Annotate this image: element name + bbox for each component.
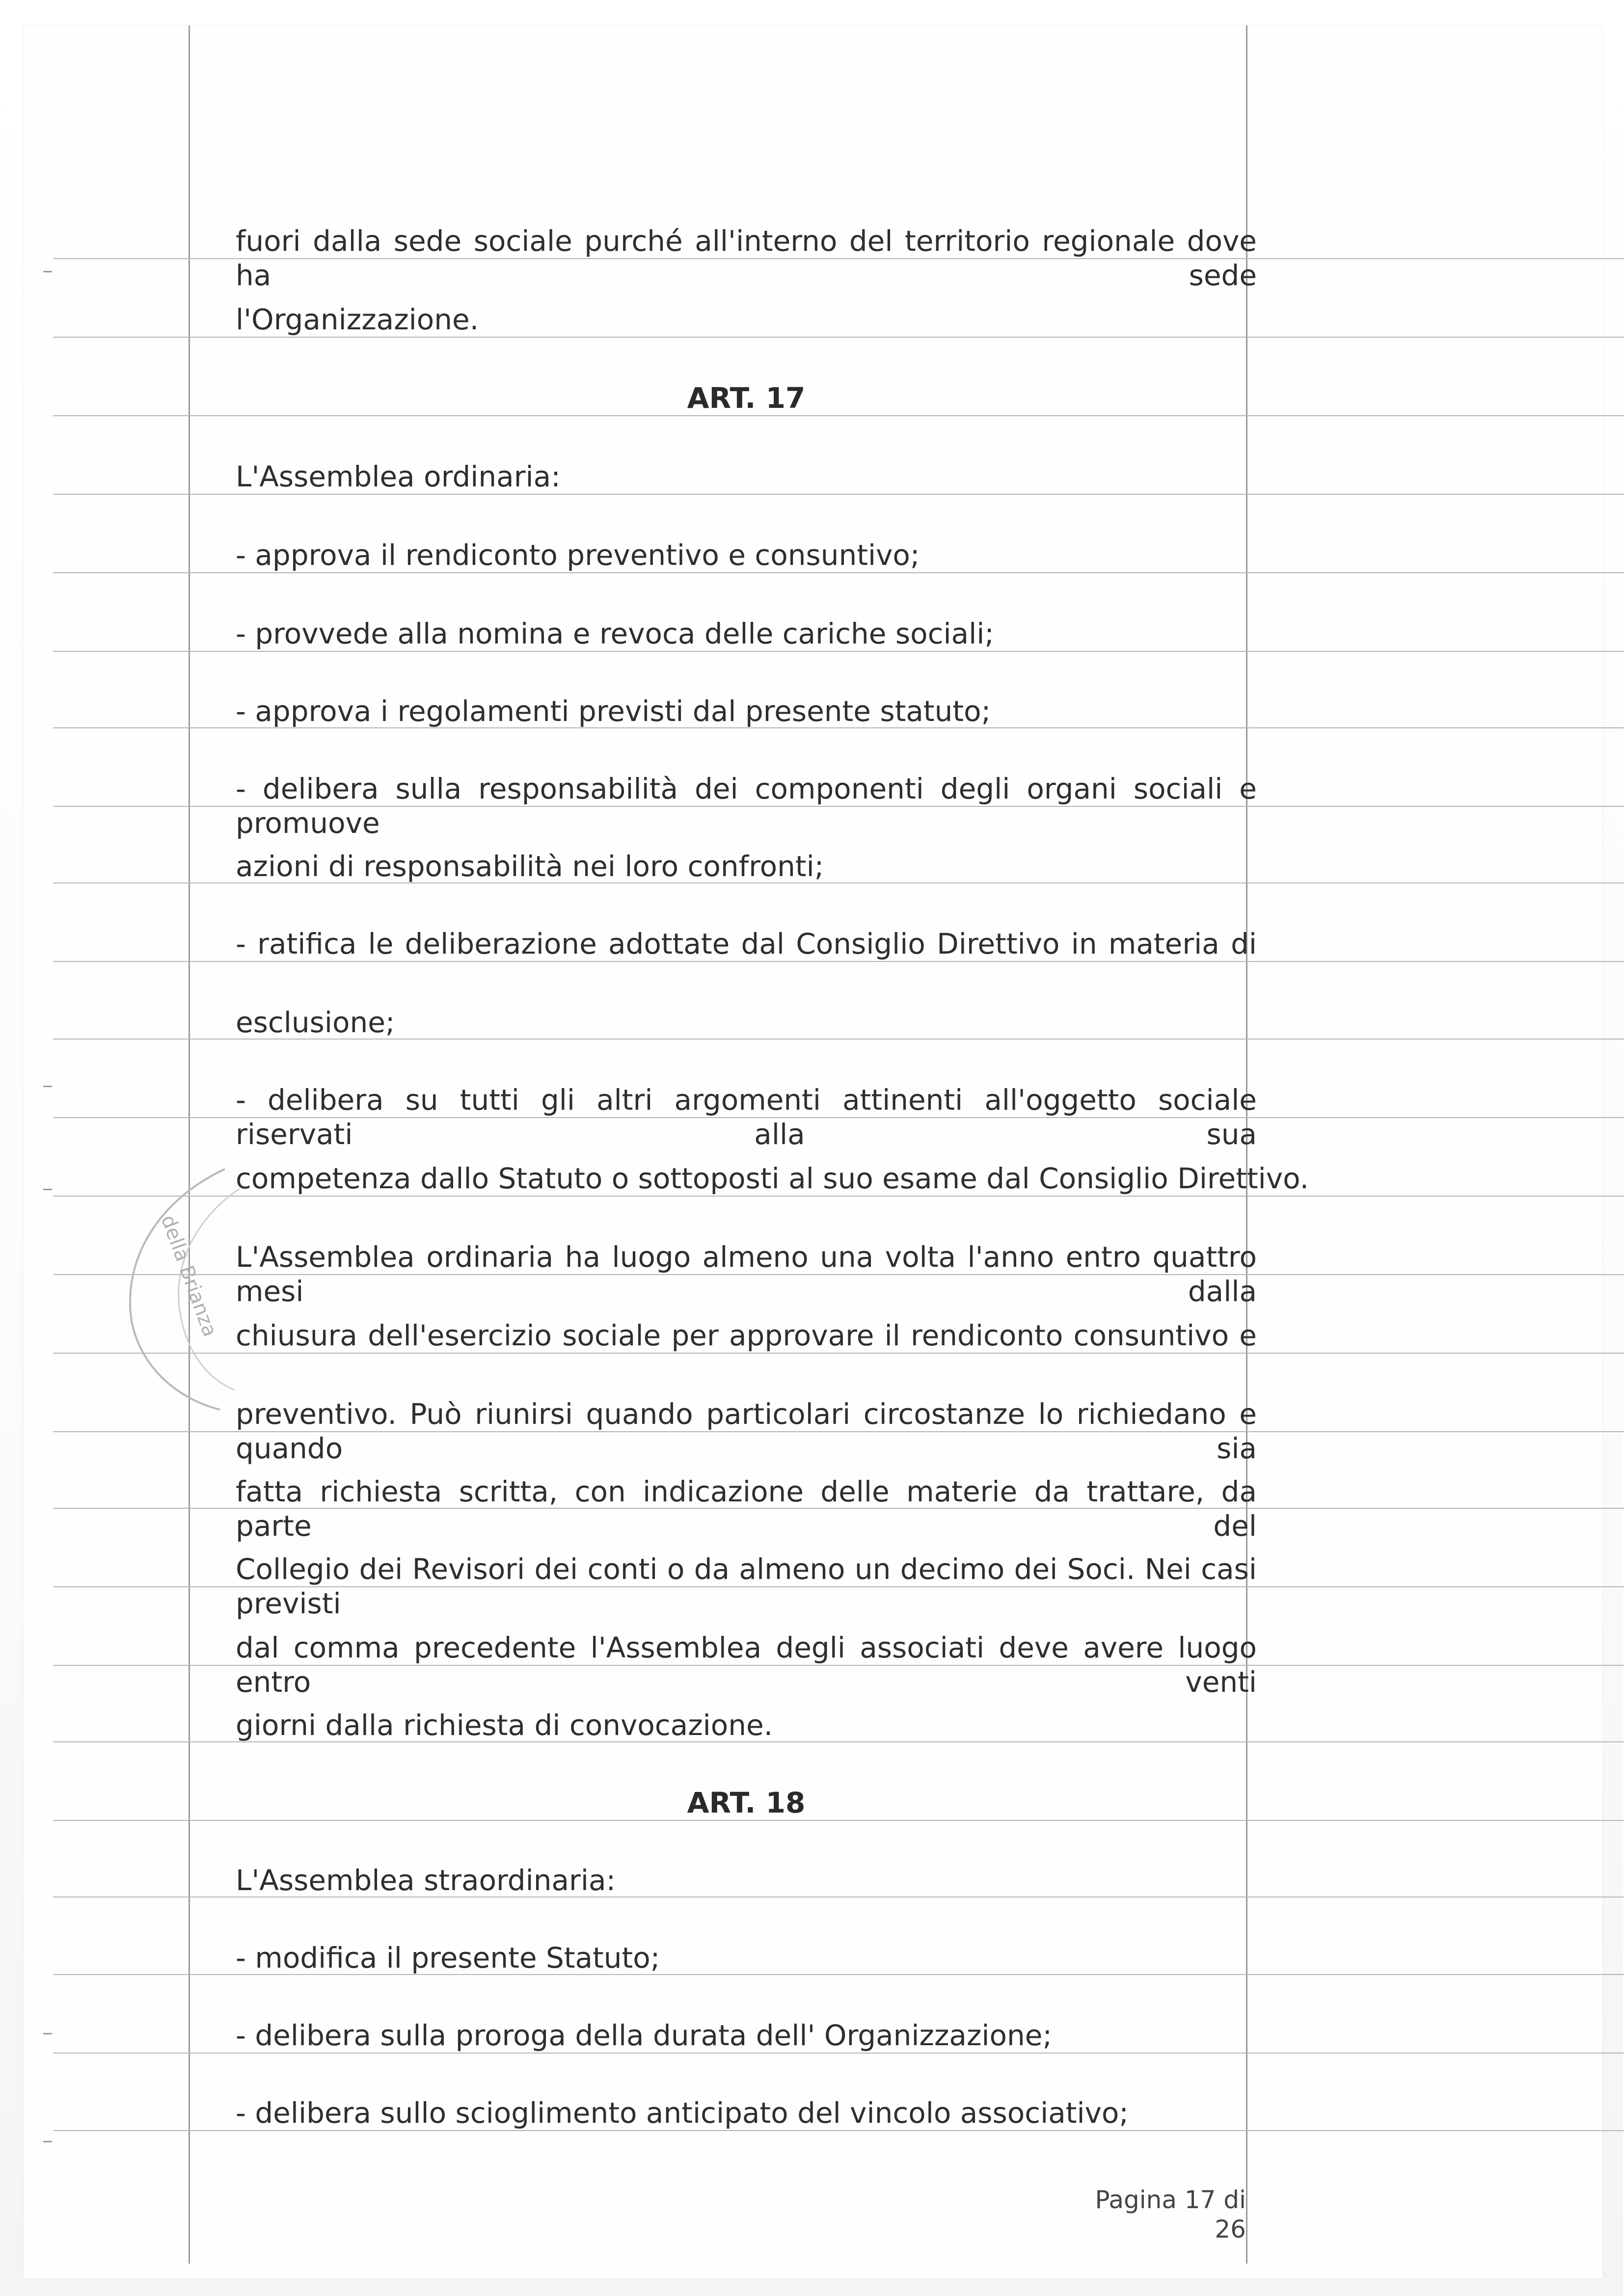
rule-line bbox=[53, 415, 1624, 416]
body-line: - approva i regolamenti previsti dal presente statuto; bbox=[236, 694, 991, 728]
rule-line bbox=[53, 2130, 1624, 2131]
page-number: Pagina 17 di 26 bbox=[1095, 2186, 1246, 2243]
body-line: L'Assemblea straordinaria: bbox=[236, 1864, 616, 1897]
rule-line bbox=[53, 572, 1624, 573]
body-line: - modifica il presente Statuto; bbox=[236, 1941, 660, 1975]
rule-line bbox=[53, 337, 1624, 338]
body-line: l'Organizzazione. bbox=[236, 303, 479, 336]
margin-tick bbox=[43, 1086, 52, 1087]
body-line: fuori dalla sede sociale purché all'interno del territorio regionale dove ha sede bbox=[236, 224, 1257, 292]
body-line: chiusura dell'esercizio sociale per approvare il rendiconto consuntivo e bbox=[236, 1319, 1257, 1352]
stamp-seal bbox=[102, 1159, 249, 1415]
body-line: - delibera sulla proroga della durata dell' Organizzazione; bbox=[236, 2019, 1052, 2052]
body-line: giorni dalla richiesta di convocazione. bbox=[236, 1709, 773, 1742]
body-line: - ratifica le deliberazione adottate dal Consiglio Direttivo in materia di bbox=[236, 927, 1257, 961]
margin-tick bbox=[43, 2033, 52, 2034]
rule-line bbox=[53, 494, 1624, 495]
margin-tick bbox=[43, 2141, 52, 2142]
rule-line bbox=[53, 651, 1624, 652]
body-line: - delibera su tutti gli altri argomenti attinenti all'oggetto sociale riservati alla sua bbox=[236, 1083, 1257, 1151]
body-line: - delibera sulla responsabilità dei componenti degli organi sociali e promuove bbox=[236, 772, 1257, 840]
body-line: - delibera sullo scioglimento anticipato del vincolo associativo; bbox=[236, 2096, 1129, 2130]
rule-line bbox=[53, 1353, 1624, 1354]
rule-line bbox=[53, 2053, 1624, 2054]
body-line: esclusione; bbox=[236, 1006, 395, 1039]
rule-line bbox=[53, 961, 1624, 962]
body-line: - approva il rendiconto preventivo e consuntivo; bbox=[236, 538, 920, 572]
body-line: Collegio dei Revisori dei conti o da almeno un decimo dei Soci. Nei casi previsti bbox=[236, 1552, 1257, 1620]
svg-text:della Brianza: della Brianza bbox=[156, 1212, 221, 1340]
body-line: L'Assemblea ordinaria ha luogo almeno una volta l'anno entro quattro mesi dalla bbox=[236, 1240, 1257, 1308]
body-line: azioni di responsabilità nei loro confronti; bbox=[236, 850, 824, 883]
article-heading: ART. 17 bbox=[687, 381, 806, 415]
rule-line bbox=[53, 1820, 1624, 1821]
body-line: competenza dallo Statuto o sottoposti al suo esame dal Consiglio Direttivo. bbox=[236, 1162, 1309, 1195]
body-line: L'Assemblea ordinaria: bbox=[236, 460, 561, 493]
rule-line bbox=[53, 1196, 1624, 1197]
margin-tick bbox=[43, 1189, 52, 1190]
left-margin-line bbox=[189, 26, 190, 2264]
article-heading: ART. 18 bbox=[687, 1786, 806, 1819]
margin-tick bbox=[43, 271, 52, 272]
body-line: preventivo. Può riunirsi quando particolari circostanze lo richiedano e quando sia bbox=[236, 1397, 1257, 1465]
lined-paper bbox=[24, 26, 1602, 2278]
body-line: dal comma precedente l'Assemblea degli associati deve avere luogo entro venti bbox=[236, 1631, 1257, 1699]
body-line: fatta richiesta scritta, con indicazione delle materie da trattare, da parte del bbox=[236, 1475, 1257, 1543]
body-line: - provvede alla nomina e revoca delle cariche sociali; bbox=[236, 617, 994, 650]
